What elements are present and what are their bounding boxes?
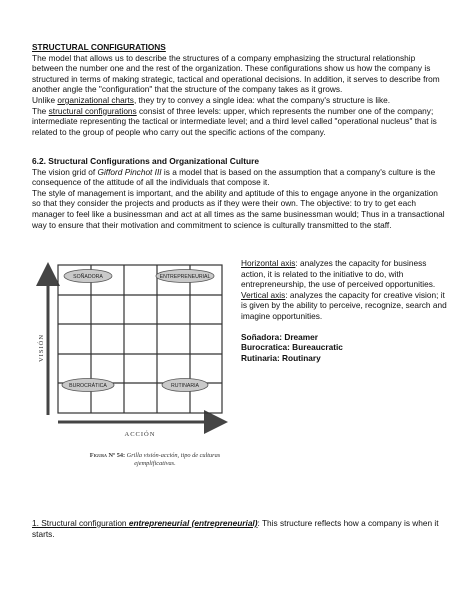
- figure-caption: [80, 452, 230, 467]
- paragraph: [32, 106, 448, 138]
- quadrant-label-entrepreneurial: ENTREPRENEURIAL: [159, 274, 211, 280]
- axis-explanation: [241, 258, 449, 363]
- text: : analyzes the capacity for business action, it is related to the initiative to do, with entrepreneurship, the use of perceived opportunities.: [241, 258, 436, 290]
- text: is a model that is based on the assumption that a company's culture is the consequence of the attitude of all the individuals that compose it.: [32, 166, 436, 188]
- paragraph-vertical-axis: [241, 290, 449, 322]
- author-name: Gifford Pinchot III: [97, 166, 162, 177]
- paragraph: [32, 95, 448, 106]
- section-organizational-culture: [32, 156, 448, 230]
- horizontal-axis-term: Horizontal axis: [241, 258, 296, 268]
- term-rutinaria: Rutinaria: Routinary: [241, 352, 321, 363]
- text: 1. Structural configuration: [32, 518, 129, 528]
- text: : analyzes the capacity for creative vision; it is given by the ability to perceive, recognize, search and imagine opportunities.: [241, 289, 447, 321]
- emphasis: entrepreneurial (entrepreneurial): [128, 518, 258, 528]
- configuration-item-1: [32, 518, 448, 539]
- term-sonadora: Soñadora: Dreamer: [241, 331, 319, 342]
- paragraph: The style of management is important, and the ability and aptitude of this to engage anyone in the organization so that they consider the projects and products as if they were their own. The objective: to try to get each manager to feel like a businessman and act at all times as the same businessman would; Thus in a transactional way to ensure that their motivation and commitment to science is culturally transmitted to the staff.: [32, 187, 445, 230]
- quadrant-label-sonadora: SOÑADORA: [73, 274, 103, 280]
- caption-lead: Figura Nº 54:: [89, 452, 126, 459]
- paragraph-horizontal-axis: [241, 258, 449, 290]
- paragraph: The model that allows us to describe the structures of a company emphasizing the structural relationship between the number one and the rest of the organization. These configurations show us how the company is structured in terms of making strategic, tactical and operational decisions. In addition, it serves to describe from another angle the "configuration" that the structure of the company takes as it grows.: [32, 52, 440, 95]
- term-burocratica: Burocratica: Bureaucratic: [241, 342, 343, 353]
- quadrant-bottom-left: [62, 379, 114, 392]
- caption-text: Grilla visión-acción, tipo de culturas ejemplificativas.: [125, 452, 221, 467]
- vertical-axis-term: Vertical axis: [241, 289, 286, 300]
- text: The: [32, 105, 49, 116]
- quadrant-label-rutinaria: RUTINARIA: [171, 383, 199, 389]
- text: : This structure reflects how a company is when it starts.: [32, 518, 439, 539]
- text: , they try to convey a single idea: what the company's structure is like.: [133, 94, 391, 105]
- vertical-axis-label: VISIÓN: [38, 333, 45, 363]
- text: consist of three levels: upper, which represents the number one of the company; intermediate representing the tactical or intermediate level; and a third level called "operational nucleus" that is related to the group of people who carry out the specific actions of the company.: [32, 105, 437, 137]
- section-structural-configurations: [32, 42, 448, 137]
- section-title: 6.2. Structural Configurations and Organizational Culture: [32, 156, 260, 166]
- vision-action-grid-figure: [30, 260, 230, 445]
- quadrant-top-right: [156, 270, 214, 283]
- link-organizational-charts[interactable]: organizational charts: [57, 94, 134, 105]
- quadrant-bottom-right: [162, 379, 208, 392]
- paragraph: [32, 167, 448, 188]
- text: Unlike: [32, 94, 58, 105]
- quadrant-top-left: [64, 270, 112, 283]
- text: The vision grid of: [32, 166, 98, 177]
- horizontal-axis-label: ACCIÓN: [124, 431, 156, 438]
- quadrant-label-burocratica: BUROCRÁTICA: [69, 383, 107, 389]
- section-title: STRUCTURAL CONFIGURATIONS: [32, 42, 166, 52]
- link-structural-configurations[interactable]: structural configurations: [48, 105, 137, 116]
- paragraph: [32, 518, 448, 539]
